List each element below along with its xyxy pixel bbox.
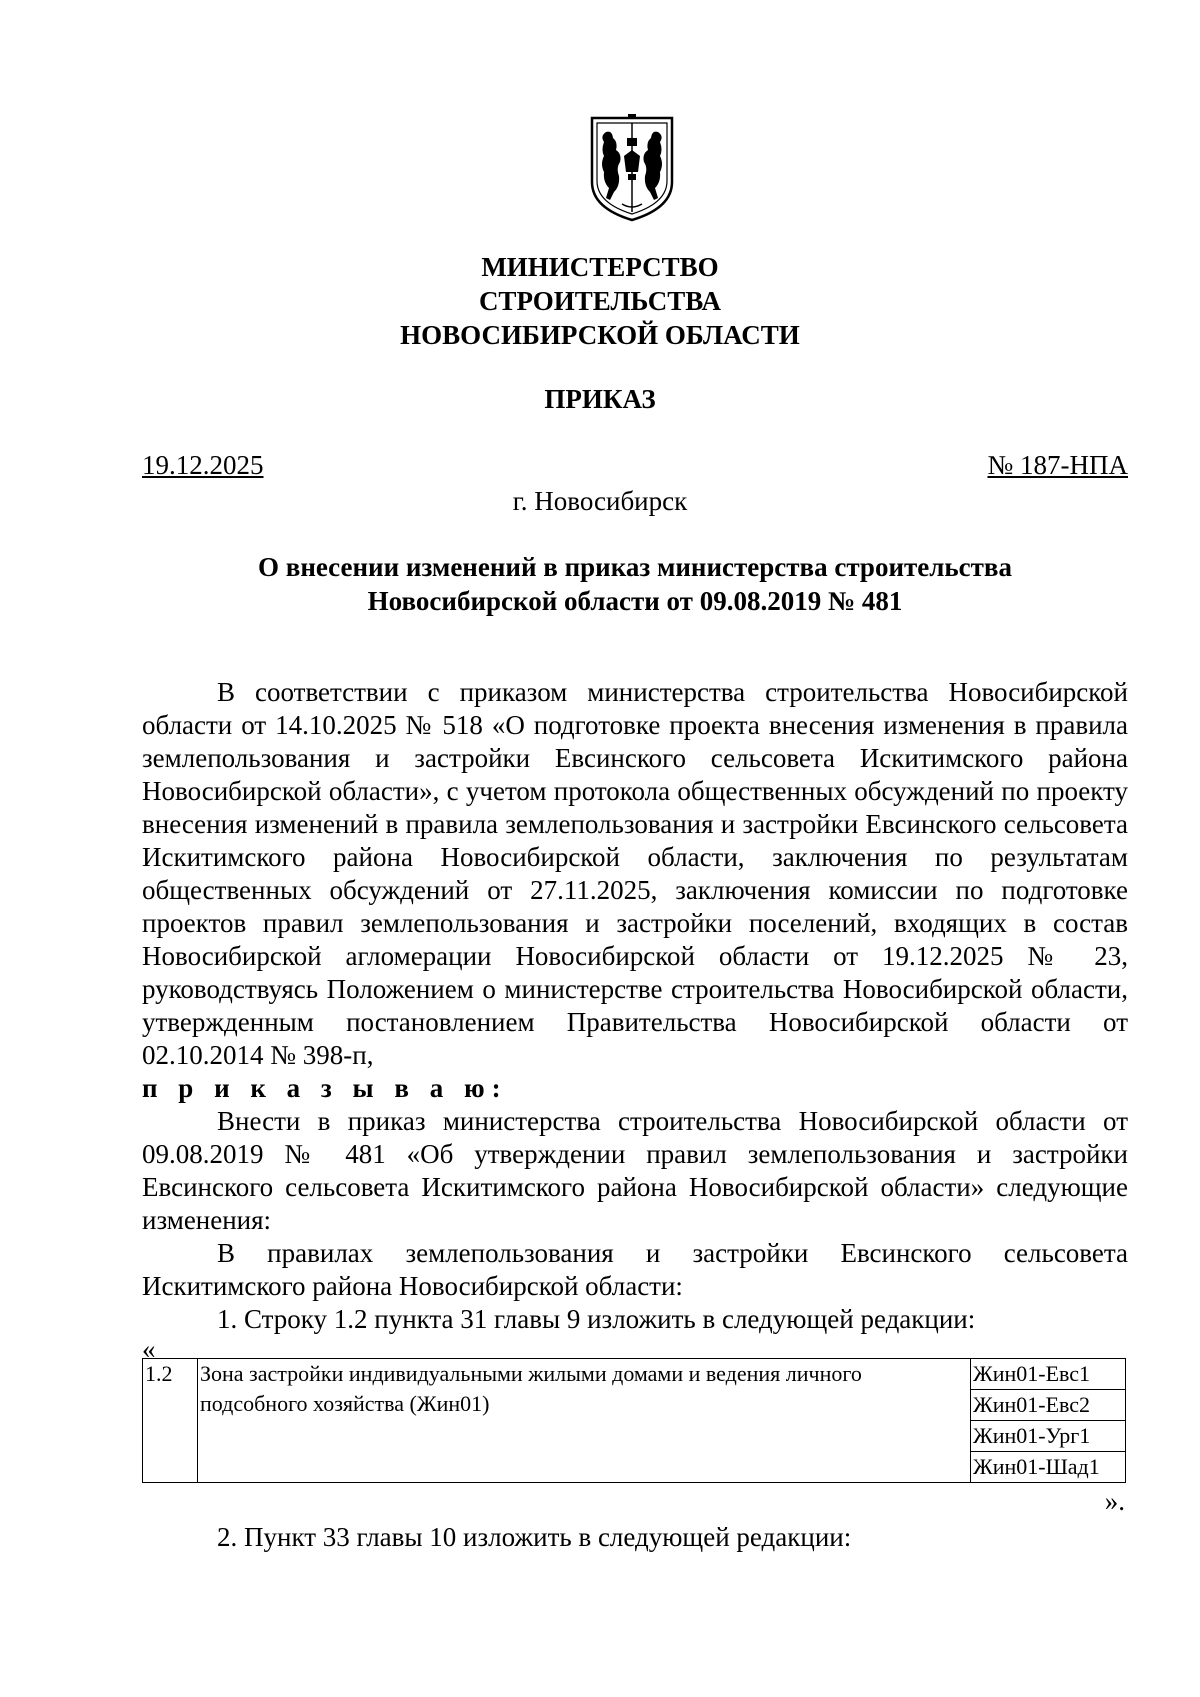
row-number-cell: 1.2 — [143, 1359, 198, 1483]
ministry-line-2: СТРОИТЕЛЬСТВА — [478, 286, 722, 316]
zone-code-cell: Жин01-Шад1 — [971, 1452, 1126, 1483]
zone-code-cell: Жин01-Евс1 — [971, 1359, 1126, 1390]
preamble-paragraph: В соответствии с приказом министерства строительства Новосибирской области от 14.10.2025 № 518 «О подготовке проекта внесения изменения в правила землепользования и застройки Евсинского сельсовета Искитимского района Новосибирской области», с учетом протокола общественных обсуждений по проекту внесения изменений в правила землепользования и застройки Евсинского сельсовета Искитимского района Новосибирской области, заключения по результатам общественных обсуждений от 27.11.2025, заключения комиссии по подготовке проектов правил землепользования и застройки поселений, входящих в состав Новосибирской агломерации Новосибирской области от 19.12.2025 № 23, руководствуясь Положением о министерстве строительства Новосибирской области, утвержденным постановлением Правительства Новосибирской области от 02.10.2014 № 398-п, — [142, 677, 1128, 1070]
zone-name-cell: Зона застройки индивидуальными жилыми домами и ведения личного подсобного хозяйства (Жин01) — [198, 1359, 971, 1483]
document-body — [142, 676, 1128, 1336]
document-date: 19.12.2025 — [142, 450, 264, 480]
document-type: ПРИКАЗ — [544, 384, 656, 414]
zone-code-cell: Жин01-Ург1 — [971, 1421, 1126, 1452]
zone-table — [142, 1358, 1126, 1483]
order-word-text: п р и к а з ы в а ю: — [142, 1073, 508, 1103]
document-number: № 187-НПА — [987, 450, 1128, 480]
subject-line-1: О внесении изменений в приказ министерства строительства — [257, 552, 1013, 582]
rules-intro-paragraph: В правилах землепользования и застройки Евсинского сельсовета Искитимского района Новосибирской области: — [142, 1238, 1128, 1301]
quote-open: « — [142, 1334, 156, 1364]
zone-code-cell: Жин01-Евс2 — [971, 1390, 1126, 1421]
ministry-line-3: НОВОСИБИРСКОЙ ОБЛАСТИ — [400, 320, 800, 350]
amendment-intro-paragraph: Внести в приказ министерства строительства Новосибирской области от 09.08.2019 № 481 «Об утверждении правил землепользования и застройки Евсинского сельсовета Искитимского района Новосибирской области» следующие изменения: — [142, 1106, 1128, 1235]
coat-of-arms-emblem — [586, 112, 678, 224]
novosibirsk-coat-of-arms-icon — [586, 112, 678, 224]
subject-line-2: Новосибирской области от 09.08.2019 № 481 — [367, 586, 903, 616]
ministry-line-1: МИНИСТЕРСТВО — [481, 252, 719, 282]
item-2-paragraph: 2. Пункт 33 главы 10 изложить в следующей редакции: — [217, 1522, 852, 1552]
document-city: г. Новосибирск — [512, 486, 688, 516]
ministry-heading — [300, 250, 900, 352]
document-subject — [142, 550, 1128, 618]
order-word — [142, 1072, 1128, 1105]
quote-close: ». — [1104, 1486, 1125, 1516]
table-row — [143, 1359, 1126, 1390]
item-1-paragraph: 1. Строку 1.2 пункта 31 главы 9 изложить в следующей редакции: — [217, 1304, 976, 1334]
